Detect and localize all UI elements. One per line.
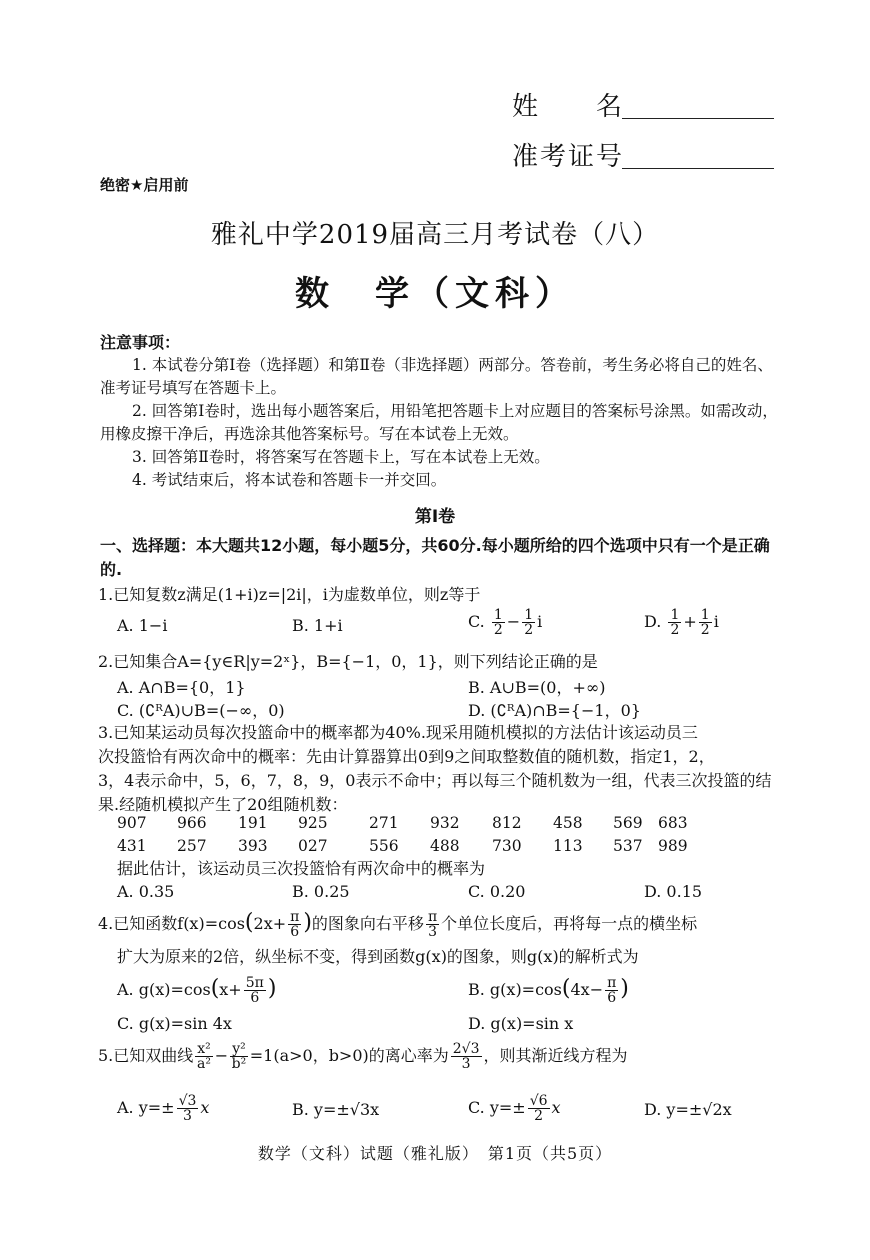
question-4-stem-line-2: 扩大为原来的2倍，纵坐标不变，得到函数g(x)的图象，则g(x)的解析式为	[117, 947, 639, 966]
random-number: 932	[430, 814, 460, 832]
question-3-conclusion: 据此估计，该运动员三次投篮恰有两次命中的概率为	[117, 859, 486, 878]
random-number: 966	[177, 814, 207, 832]
random-number: 113	[553, 837, 583, 855]
note-item: 3. 回答第Ⅱ卷时，将答案写在答题卡上，写在本试卷上无效。	[132, 448, 550, 466]
q4-option-b-prefix: B. g(x)=cos	[468, 980, 562, 999]
fraction-den: 3	[461, 1056, 471, 1072]
fraction	[492, 608, 505, 637]
fraction-den: 6	[250, 990, 260, 1006]
q3-option-a: A. 0.35	[117, 882, 175, 901]
q4-stem-end: 个单位长度后，再将每一点的横坐标	[441, 914, 698, 933]
random-number: 027	[298, 837, 328, 855]
q1-option-b: B. 1+i	[292, 616, 343, 635]
fraction-num: π	[427, 909, 438, 925]
random-number: 431	[117, 837, 147, 855]
note-item: 2. 回答第Ⅰ卷时，选出每小题答案后，用铅笔把答题卡上对应题目的答案标号涂黑。如需改动，用橡皮擦干净后，再选涂其他答案标号。写在本试卷上无效。	[100, 402, 778, 443]
random-number: 812	[492, 814, 522, 832]
fraction	[451, 1042, 482, 1071]
random-number: 907	[117, 814, 147, 832]
fraction-num: √6	[529, 1093, 548, 1109]
q4-stem-arg: 2x+	[253, 914, 287, 933]
random-number: 488	[430, 837, 460, 855]
q1-option-c-prefix: C.	[468, 612, 485, 631]
fraction-den: a²	[197, 1056, 212, 1072]
question-3-stem-line: 次投篮恰有两次命中的概率：先由计算器算出0到9之间取整数值的随机数，指定1，2，	[98, 747, 715, 766]
q1-option-d: D. $\frac{1}{2}$ + $\frac{1}{2}$ i	[644, 607, 719, 638]
random-number: 458	[553, 814, 583, 832]
q5-stem-end: ，则其渐近线方程为	[483, 1046, 628, 1065]
q5-stem-mid: =1(a>0，b>0)的离心率为	[249, 1046, 449, 1065]
q4-stem-start: 4.已知函数f(x)=cos	[98, 914, 245, 933]
fraction-num: 5π	[245, 975, 264, 991]
q5-option-d: D. y=±√2x	[644, 1100, 732, 1119]
q4-option-b-arg: 4x−	[570, 980, 604, 999]
note-item: 4. 考试结束后，将本试卷和答题卡一并交回。	[132, 471, 447, 489]
fraction-den: 3	[183, 1108, 192, 1124]
q5-option-c: C. y=± $\frac{√6}{2}$ x	[468, 1093, 561, 1124]
fraction	[668, 608, 681, 637]
subject-title: 数 学（文科）	[295, 274, 575, 314]
q3-option-c: C. 0.20	[468, 882, 526, 901]
part-title: 第Ⅰ卷	[414, 507, 456, 527]
q2-option-c: C. (∁ᴿA)∪B=(−∞，0)	[117, 701, 285, 720]
fraction	[699, 608, 712, 637]
question-5-stem: 5.已知双曲线 $\frac{\text{x²}}{\text{a²}}$ − $\frac{\text{y²}}{\text{b²}}$ =1(a>0，b>0)的离心率为 $\frac{2√3}{3}$ ，则其渐近线方程为	[98, 1041, 628, 1072]
q4-option-a-prefix: A. g(x)=cos	[117, 980, 211, 999]
q4-option-c: C. g(x)=sin 4x	[117, 1014, 232, 1033]
fraction	[426, 910, 439, 939]
random-number: 537	[613, 837, 643, 855]
fraction-num: 1	[524, 607, 534, 623]
school-title: 雅礼中学2019届高三月考试卷（八）	[210, 220, 660, 250]
q3-option-b: B. 0.25	[292, 882, 350, 901]
q5-option-a: A. y=± $\frac{√3}{3}$ x	[117, 1093, 210, 1124]
exam-id-label: 准考证号	[512, 142, 625, 172]
q1-option-a: A. 1−i	[117, 616, 168, 635]
fraction-den: 2	[493, 622, 503, 638]
fraction-num: 2√3	[452, 1041, 480, 1057]
fraction-den: b²	[231, 1056, 247, 1072]
fraction	[522, 608, 535, 637]
fraction-num: √3	[178, 1093, 197, 1109]
question-4-stem: 4.已知函数f(x)=cos(2x+ $\frac{\pi}{6}$ )的图象向右平移 $\frac{\pi}{3}$ 个单位长度后，再将每一点的横坐标	[98, 909, 698, 940]
fraction	[230, 1042, 248, 1071]
random-number: 683	[658, 814, 688, 832]
fraction-den: 2	[670, 622, 680, 638]
random-number: 556	[369, 837, 399, 855]
fraction	[288, 910, 301, 939]
section-title: 一、选择题：本大题共12小题，每小题5分，共60分.每小题所给的四个选项中只有一个是正确的.	[100, 536, 770, 579]
fraction	[177, 1094, 199, 1123]
exam-id-field[interactable]	[622, 140, 774, 169]
fraction-den: 6	[607, 990, 617, 1006]
q2-option-d: D. (∁ᴿA)∩B={−1，0}	[468, 701, 641, 720]
q2-option-a: A. A∩B={0，1}	[117, 678, 246, 697]
q1-option-c: C. $\frac{1}{2}$ − $\frac{1}{2}$ i	[468, 607, 543, 638]
fraction-den: 2	[534, 1108, 544, 1124]
random-number: 271	[369, 814, 399, 832]
q4-option-a: A. g(x)=cos(x+ $\frac{5\pi}{6}$ )	[117, 975, 277, 1006]
fraction	[605, 976, 618, 1005]
confidential-note: 绝密★启用前	[100, 176, 189, 194]
name-field[interactable]	[622, 90, 774, 119]
q5-stem-start: 5.已知双曲线	[98, 1046, 194, 1065]
fraction-den: 3	[428, 924, 437, 940]
fraction	[195, 1042, 213, 1071]
random-number: 730	[492, 837, 522, 855]
random-number: 989	[658, 837, 688, 855]
note-item: 1. 本试卷分第Ⅰ卷（选择题）和第Ⅱ卷（非选择题）两部分。答卷前，考生务必将自己的姓名、准考证号填写在答题卡上。	[100, 356, 773, 397]
fraction-num: 1	[670, 607, 680, 623]
question-3-stem-line: 3.已知某运动员每次投篮命中的概率都为40%.现采用随机模拟的方法估计该运动员三	[98, 723, 698, 742]
q3-option-d: D. 0.15	[644, 882, 703, 901]
question-3-stem-line: 3，4表示命中，5，6，7，8，9，0表示不命中；再以每三个随机数为一组，代表三次投篮的结	[98, 771, 772, 790]
q5-option-b: B. y=±√3x	[292, 1100, 380, 1119]
random-number: 257	[177, 837, 207, 855]
q5-option-a-prefix: A. y=±	[117, 1098, 175, 1117]
q4-option-b: B. g(x)=cos(4x− $\frac{\pi}{6}$ )	[468, 975, 629, 1006]
fraction-num: 1	[493, 607, 503, 623]
fraction-den: 2	[700, 622, 710, 638]
fraction-num: π	[607, 975, 617, 991]
fraction-den: 6	[290, 924, 300, 940]
fraction	[244, 976, 266, 1005]
fraction-num: x²	[197, 1041, 211, 1057]
question-1-stem: 1.已知复数z满足(1+i)z=|2i|，i为虚数单位，则z等于	[98, 585, 481, 604]
page-footer: 数学（文科）试题（雅礼版） 第1页（共5页）	[257, 1144, 613, 1163]
notes-title: 注意事项：	[100, 333, 181, 352]
q4-option-d: D. g(x)=sin x	[468, 1014, 574, 1033]
question-3-stem-line: 果.经随机模拟产生了20组随机数：	[98, 795, 348, 814]
fraction-num: y²	[232, 1041, 246, 1057]
q1-option-d-prefix: D.	[644, 612, 662, 631]
name-label: 姓 名	[512, 92, 625, 122]
question-2-stem: 2.已知集合A={y∈R|y=2ˣ}，B={−1，0，1}，则下列结论正确的是	[98, 652, 598, 671]
fraction-num: π	[290, 909, 300, 925]
fraction-num: 1	[700, 607, 710, 623]
random-number: 569	[613, 814, 643, 832]
q2-option-b: B. A∪B=(0，+∞)	[468, 678, 606, 697]
random-number: 191	[238, 814, 268, 832]
random-number: 925	[298, 814, 328, 832]
q5-option-c-prefix: C. y=±	[468, 1098, 526, 1117]
fraction-den: 2	[524, 622, 534, 638]
random-number: 393	[238, 837, 268, 855]
fraction	[528, 1094, 550, 1123]
q4-option-a-arg: x+	[219, 980, 242, 999]
q4-stem-mid: 的图象向右平移	[311, 914, 424, 933]
